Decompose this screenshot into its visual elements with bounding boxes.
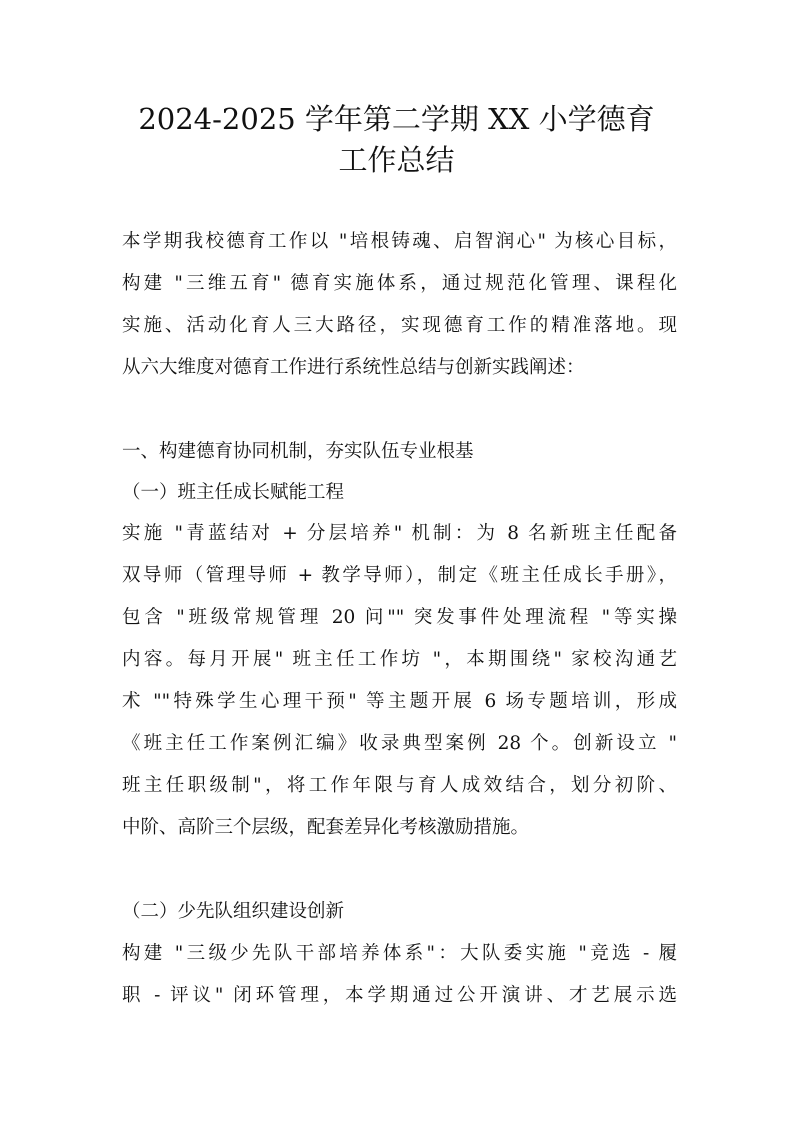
intro-line: 构建 "三维五育" 德育实施体系，通过规范化管理、课程化 [122, 273, 677, 294]
paragraph-line: 内容。每月开展" 班主任工作坊 "，本期围绕" 家校沟通艺 [122, 649, 677, 670]
paragraph-line: 《班主任工作案例汇编》收录典型案例 28 个。创新设立 " [122, 733, 677, 754]
paragraph-line: 班主任职级制"，将工作年限与育人成效结合，划分初阶、 [122, 775, 677, 796]
subsection-heading: （一）班主任成长赋能工程 [122, 482, 345, 503]
paragraph-line: 职 - 评议" 闭环管理，本学期通过公开演讲、才艺展示选 [122, 985, 677, 1006]
paragraph-line: 双导师（管理导师 + 教学导师），制定《班主任成长手册》， [122, 565, 677, 586]
section-heading: 一、构建德育协同机制，夯实队伍专业根基 [122, 441, 474, 462]
intro-line: 实施、活动化育人三大路径，实现德育工作的精准落地。现 [122, 315, 677, 336]
subsection-heading: （二）少先队组织建设创新 [122, 901, 345, 922]
document-title-line-2: 工作总结 [338, 143, 455, 177]
document-title-line-1: 2024-2025 学年第二学期 XX 小学德育 [138, 102, 655, 136]
paragraph-line: 中阶、高阶三个层级，配套差异化考核激励措施。 [122, 817, 530, 838]
paragraph-line: 构建 "三级少先队干部培养体系"：大队委实施 "竞选 - 履 [122, 943, 677, 964]
paragraph-line: 实施 "青蓝结对 + 分层培养" 机制：为 8 名新班主任配备 [122, 523, 677, 544]
paragraph-line: 包含 "班级常规管理 20 问"" 突发事件处理流程 "等实操 [122, 607, 677, 628]
intro-line: 本学期我校德育工作以 "培根铸魂、启智润心" 为核心目标， [122, 231, 677, 252]
paragraph-line: 术 ""特殊学生心理干预" 等主题开展 6 场专题培训，形成 [122, 691, 677, 712]
intro-line: 从六大维度对德育工作进行系统性总结与创新实践阐述： [122, 357, 585, 378]
